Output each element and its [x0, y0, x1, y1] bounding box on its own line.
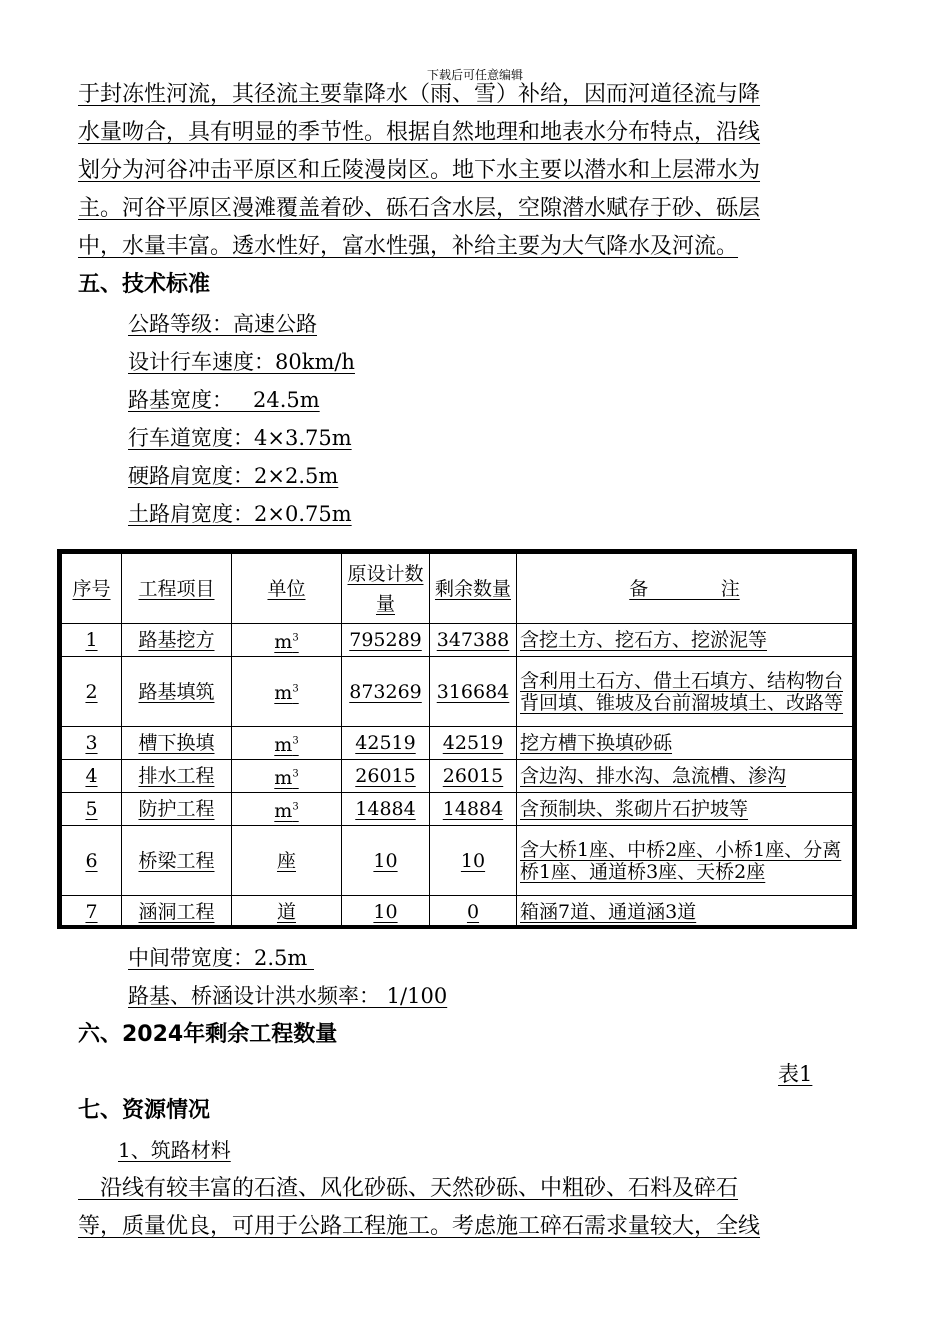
- cell-unit: $m^3$: [232, 657, 342, 727]
- cell-note: 含利用土石方、借土石填方、结构物台背回填、锥坡及台前溜坡填土、改路等: [517, 657, 853, 727]
- materials-line: 等，质量优良，可用于公路工程施工。考虑施工碎石需求量较大，全线: [78, 1214, 761, 1239]
- standard-item: 行车道宽度：4×3.75m: [128, 426, 352, 450]
- header-note: 下载后可任意编辑: [426, 68, 523, 82]
- intro-line: 主。河谷平原区漫滩覆盖着砂、砾石含水层，空隙潜水赋存于砂、砾层: [78, 196, 761, 221]
- standard-item: 设计行车速度：80km/h: [128, 350, 355, 374]
- intro-line: 划分为河谷冲击平原区和丘陵漫岗区。地下水主要以潜水和上层滞水为: [78, 158, 761, 183]
- cell-unit: 座: [232, 826, 342, 896]
- cell-no: 5: [62, 793, 122, 826]
- cell-orig: 26015: [342, 760, 430, 793]
- cell-remain: 316684: [430, 657, 517, 727]
- table-row: [62, 760, 853, 793]
- cell-orig: 873269: [342, 657, 430, 727]
- standard-item: 路基、桥涵设计洪水频率： 1/100: [128, 984, 448, 1008]
- cell-no: 7: [62, 896, 122, 929]
- table-label: 表1: [778, 1062, 813, 1086]
- intro-line: 水量吻合，具有明显的季节性。根据自然地理和地表水分布特点，沿线: [78, 120, 761, 145]
- materials-line: 沿线有较丰富的石渣、风化砂砾、天然砂砾、中粗砂、石料及碎石: [78, 1176, 739, 1201]
- unit-superscript: 3: [292, 632, 299, 644]
- cell-no: 2: [62, 657, 122, 727]
- quantity-table: [57, 549, 857, 929]
- cell-item: 涵洞工程: [122, 896, 232, 929]
- cell-item: 路基挖方: [122, 624, 232, 657]
- table-row: [62, 657, 853, 727]
- cell-note: 含预制块、浆砌片石护坡等: [517, 793, 853, 826]
- standard-item: 硬路肩宽度：2×2.5m: [128, 464, 339, 488]
- cell-orig: 14884: [342, 793, 430, 826]
- table-row: [62, 727, 853, 760]
- cell-remain: 0: [430, 896, 517, 929]
- section7-title: 七、资源情况: [78, 1098, 211, 1123]
- materials-paragraph: [78, 1170, 874, 1246]
- cell-item: 排水工程: [122, 760, 232, 793]
- table-header-row: [62, 554, 853, 624]
- standard-item: 路基宽度： 24.5m: [128, 388, 320, 412]
- section6-title: 六、2024年剩余工程数量: [78, 1022, 338, 1047]
- header-remain: 剩余数量: [430, 554, 517, 624]
- cell-note: 挖方槽下换填砂砾: [517, 727, 853, 760]
- header-no: 序号: [62, 554, 122, 624]
- cell-note: 含挖土方、挖石方、挖淤泥等: [517, 624, 853, 657]
- header-unit: 单位: [232, 554, 342, 624]
- table-row: [62, 793, 853, 826]
- cell-remain: 347388: [430, 624, 517, 657]
- table-row: [62, 896, 853, 929]
- section5-title: 五、技术标准: [78, 272, 211, 297]
- cell-no: 6: [62, 826, 122, 896]
- cell-orig: 795289: [342, 624, 430, 657]
- cell-item: 防护工程: [122, 793, 232, 826]
- header-orig: 原设计数量: [342, 554, 430, 624]
- cell-no: 3: [62, 727, 122, 760]
- cell-note: 含大桥1座、中桥2座、小桥1座、分离桥1座、通道桥3座、天桥2座: [517, 826, 853, 896]
- unit-superscript: 3: [292, 768, 299, 780]
- cell-orig: 10: [342, 896, 430, 929]
- cell-unit: $m^3$: [232, 760, 342, 793]
- table-row: [62, 624, 853, 657]
- standard-item: 土路肩宽度：2×0.75m: [128, 502, 352, 526]
- cell-no: 1: [62, 624, 122, 657]
- header-item: 工程项目: [122, 554, 232, 624]
- cell-item: 路基填筑: [122, 657, 232, 727]
- standard-item: 中间带宽度：2.5m: [128, 946, 314, 970]
- cell-orig: 10: [342, 826, 430, 896]
- cell-item: 桥梁工程: [122, 826, 232, 896]
- intro-paragraph: [78, 76, 874, 266]
- subsection-title: 1、筑路材料: [118, 1138, 231, 1162]
- intro-line: 中，水量丰富。透水性好，富水性强，补给主要为大气降水及河流。: [78, 234, 739, 259]
- cell-remain: 14884: [430, 793, 517, 826]
- cell-item: 槽下换填: [122, 727, 232, 760]
- header-note: 备 注: [517, 554, 853, 624]
- cell-remain: 10: [430, 826, 517, 896]
- cell-unit: $m^3$: [232, 793, 342, 826]
- unit-superscript: 3: [292, 683, 299, 695]
- cell-no: 4: [62, 760, 122, 793]
- cell-note: 箱涵7道、通道涵3道: [517, 896, 853, 929]
- cell-unit: 道: [232, 896, 342, 929]
- table-row: [62, 826, 853, 896]
- unit-superscript: 3: [292, 801, 299, 813]
- standard-item: 公路等级：高速公路: [128, 312, 317, 336]
- cell-remain: 26015: [430, 760, 517, 793]
- cell-remain: 42519: [430, 727, 517, 760]
- cell-orig: 42519: [342, 727, 430, 760]
- intro-line: 于封冻性河流，其径流主要靠降水（雨、雪）补给，因而河道径流与降: [78, 82, 761, 107]
- cell-note: 含边沟、排水沟、急流槽、渗沟: [517, 760, 853, 793]
- cell-unit: $m^3$: [232, 624, 342, 657]
- unit-superscript: 3: [292, 735, 299, 747]
- cell-unit: $m^3$: [232, 727, 342, 760]
